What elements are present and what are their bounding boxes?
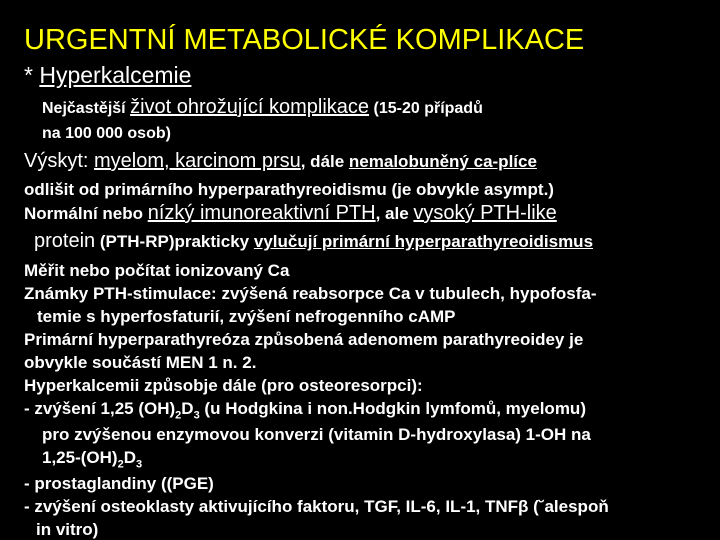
line-12: Hyperkalcemii způsobje dále (pro osteoresorpci): <box>24 376 423 395</box>
bullet-marker: * <box>24 62 40 88</box>
text: 1,25-(OH) <box>42 448 118 467</box>
text: (u Hodgkina i non.Hodgkin lymfomů, myelomu) <box>199 399 586 418</box>
slide-title: URGENTNÍ METABOLICKÉ KOMPLIKACE <box>24 24 585 56</box>
line-17: - zvýšení osteoklasty aktivujícího faktoru, TGF, IL-6, IL-1, TNFβ (˘alespoň <box>24 497 609 516</box>
text: , dále <box>300 152 349 171</box>
subtitle-text: Hyperkalcemie <box>39 62 192 88</box>
line-9: temie s hyperfosfaturií, zvýšení nefrogenního cAMP <box>37 307 456 326</box>
emphasis-text: vylučují primární hyperparathyreoidismus <box>253 232 594 251</box>
subscript: 3 <box>193 409 200 422</box>
line-4: odlišit od primárního hyperparathyreoidismu (je obvykle asympt.) <box>24 180 554 199</box>
emphasis-text: myelom, karcinom prsu <box>94 150 301 172</box>
line-8: Známky PTH-stimulace: zvýšená reabsorpce Ca v tubulech, hypofosfa- <box>24 284 597 303</box>
line-7: Měřit nebo počítat ionizovaný Ca <box>24 261 290 280</box>
line-16: - prostaglandiny ((PGE) <box>24 474 214 493</box>
text: Výskyt: <box>24 150 95 172</box>
line-18: in vitro) <box>36 520 99 539</box>
text: (15-20 případů <box>369 100 483 117</box>
text: , ale <box>375 204 414 223</box>
emphasis-text: vysoký PTH-like <box>413 202 557 224</box>
line-11: obvykle součástí MEN 1 n. 2. <box>24 353 257 372</box>
emphasis-text: nemalobuněný ca-plíce <box>348 152 537 171</box>
text: Normální nebo <box>24 204 148 223</box>
slide-subtitle <box>24 62 191 89</box>
text: D <box>123 448 136 467</box>
emphasis-text: nízký imunoreaktivní PTH <box>147 202 376 224</box>
line-2: na 100 000 osob) <box>42 125 171 142</box>
text: (PTH-RP)prakticky <box>95 232 254 251</box>
line-10: Primární hyperparathyreóza způsobená adenomem parathyreoidey je <box>24 330 584 349</box>
line-14: pro zvýšenou enzymovou konverzi (vitamin D-hydroxylasa) 1-OH na <box>42 425 591 444</box>
emphasis-text: život ohrožující komplikace <box>130 96 370 118</box>
text: - zvýšení 1,25 (OH) <box>24 399 176 418</box>
subscript: 3 <box>135 458 143 471</box>
text: D <box>181 399 194 418</box>
text: Nejčastější <box>42 100 131 117</box>
line-1 <box>42 96 483 119</box>
subscript: 2 <box>175 409 182 422</box>
line-3 <box>24 150 537 173</box>
line-13 <box>24 399 586 421</box>
line-6 <box>34 230 593 253</box>
line-15 <box>42 448 142 470</box>
text: protein <box>34 230 96 252</box>
line-5 <box>24 202 557 225</box>
subscript: 2 <box>117 458 124 471</box>
